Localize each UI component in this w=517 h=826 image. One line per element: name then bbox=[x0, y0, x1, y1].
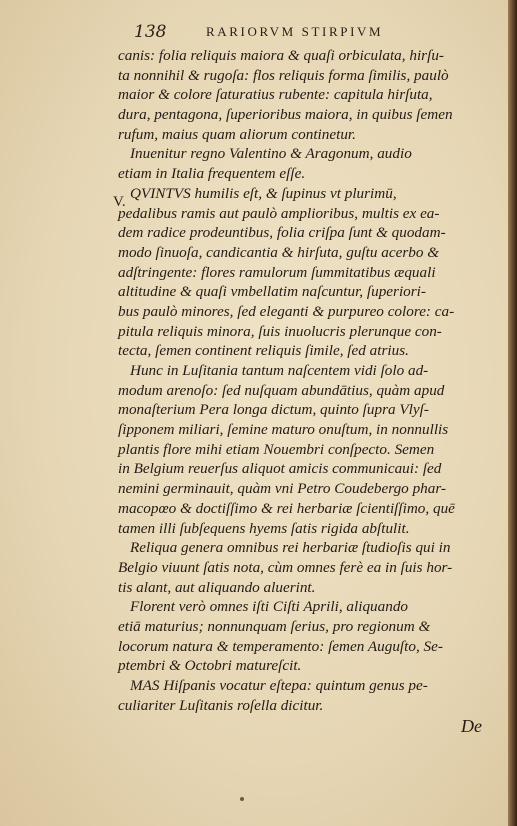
text-line: tamen illi ſubſequens hyems ſatis rigida abſtulit. bbox=[118, 519, 410, 537]
section-marker: V. bbox=[113, 194, 126, 210]
text-line: modo ſinuoſa, candicantia & hirſuta, guſtu acerbo & bbox=[118, 243, 440, 261]
text-line: macopœo & doctiſſimo & rei herbariæ ſcientiſſimo, quē bbox=[118, 499, 455, 517]
text-line: tis alant, aut aliquando aluerint. bbox=[118, 578, 316, 596]
text-line: rufum, maius quam aliorum continetur. bbox=[118, 125, 356, 143]
text-line: pitula reliquis minora, ſuis inuolucris plerunque con- bbox=[118, 322, 442, 340]
text-line: modum arenoſo: ſed nuſquam abundātius, quàm apud bbox=[118, 381, 445, 399]
page-blemish bbox=[240, 797, 244, 801]
text-line: bus paulò minores, ſed eleganti & purpureo colore: ca- bbox=[118, 302, 455, 320]
text-line: ſipponem miliari, ſemine maturo onuſtum, in nonnullis bbox=[118, 421, 449, 439]
catchword: De bbox=[461, 716, 482, 736]
body-text bbox=[118, 46, 490, 715]
text-line: locorum natura & temperamento: ſemen Auguſto, Se- bbox=[118, 637, 443, 655]
running-header bbox=[134, 22, 494, 44]
text-line: pedalibus ramis aut paulò amplioribus, multis ex ea- bbox=[118, 204, 440, 222]
text-line: Belgio viuunt ſatis nota, cùm omnes ferè ea in ſuis hor- bbox=[118, 558, 453, 576]
text-line: altitudine & quaſi vmbellatim naſcuntur, ſuperiori- bbox=[118, 283, 426, 301]
text-line: QVINTVS humilis eſt, & ſupinus vt plurimū, bbox=[130, 184, 397, 202]
text-line: etiā maturius; nonnunquam ſerius, pro regionum & bbox=[118, 617, 431, 635]
text-line: tecta, ſemen continent reliquis ſimile, ſed atrius. bbox=[118, 342, 409, 360]
running-title: RARIORVM STIRPIVM bbox=[206, 24, 384, 39]
text-line: dura, pentagona, ſuperioribus maiora, in quibus ſemen bbox=[118, 106, 453, 124]
text-line: nemini germinauit, quàm vni Petro Coudebergo phar- bbox=[118, 480, 447, 498]
text-line: etiam in Italia frequentem eſſe. bbox=[118, 165, 306, 183]
text-line: Inuenitur regno Valentino & Aragonum, audio bbox=[130, 145, 412, 163]
page-edge bbox=[508, 0, 517, 826]
page-number: 138 bbox=[134, 22, 167, 42]
text-line: canis: folia reliquis maiora & quaſi orbiculata, hirſu- bbox=[118, 47, 444, 64]
text-line: culiariter Luſitanis roſella dicitur. bbox=[118, 696, 324, 714]
text-line: monaſterium Pera longa dictum, quinto ſupra Vlyſ- bbox=[118, 401, 429, 419]
text-line: maior & colore ſaturatius rubente: capitula hirſuta, bbox=[118, 86, 433, 104]
text-line: MAS Hiſpanis vocatur eſtepa: quintum genus pe- bbox=[130, 677, 428, 694]
text-line: adſtringente: flores ramulorum ſummitatibus æquali bbox=[118, 263, 436, 281]
text-line: Florent verò omnes iſti Ciſti Aprili, aliquando bbox=[130, 598, 409, 616]
text-line: in Belgium reuerſus aliquot amicis communicaui: ſed bbox=[118, 460, 442, 478]
text-line: plantis flore mihi etiam Nouembri conſpecto. Semen bbox=[118, 440, 435, 458]
text-line: Hunc in Luſitania tantum naſcentem vidi ſolo ad- bbox=[130, 362, 429, 379]
text-line: ptembri & Octobri matureſcit. bbox=[118, 657, 302, 675]
text-line: dem radice prodeuntibus, folia criſpa ſunt & quodam- bbox=[118, 224, 446, 242]
text-line: ta nonnihil & rugoſa: flos reliquis forma ſimilis, paulò bbox=[118, 66, 449, 84]
text-line: Reliqua genera omnibus rei herbariæ ſtudioſis qui in bbox=[130, 539, 451, 557]
